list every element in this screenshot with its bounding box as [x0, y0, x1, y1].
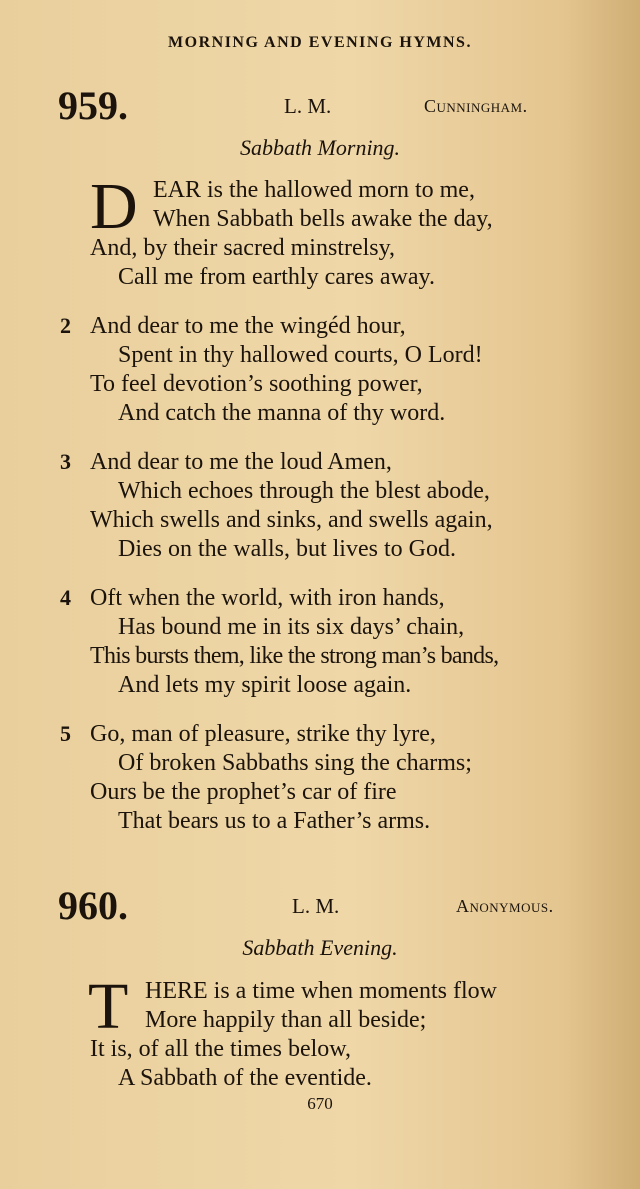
hymn-meter: L. M.: [284, 94, 332, 118]
verse-number: 4: [60, 585, 71, 610]
hymn-tune: Cunningham.: [424, 96, 528, 116]
verse-line: Which echoes through the blest abode,: [118, 478, 490, 504]
verse-number: 5: [60, 721, 71, 746]
verse-line: When Sabbath bells awake the day,: [153, 206, 493, 232]
hymn-960-header: [0, 884, 640, 934]
verse-line: Of broken Sabbaths sing the charms;: [118, 750, 472, 776]
verse-line: Call me from earthly cares away.: [118, 264, 435, 290]
verse-line: HERE is a time when moments flow: [145, 978, 497, 1004]
hymn-subtitle: Sabbath Morning.: [239, 135, 401, 160]
verse-line: Oft when the world, with iron hands,: [90, 585, 445, 611]
verse-line: That bears us to a Father’s arms.: [118, 808, 431, 834]
verse-number: 3: [60, 449, 71, 474]
verse-line: And lets my spirit loose again.: [118, 672, 412, 698]
verse-line: More happily than all beside;: [145, 1007, 427, 1033]
verse-line: And catch the manna of thy word.: [118, 400, 446, 426]
verse-line: It is, of all the times below,: [90, 1036, 352, 1062]
verse-line: EAR is the hallowed morn to me,: [153, 177, 475, 203]
verse-line: Spent in thy hallowed courts, O Lord!: [118, 342, 483, 368]
verse-line: Ours be the prophet’s car of fire: [90, 779, 397, 805]
hymn-meter: L. M.: [292, 894, 340, 918]
hymn-number: 959.: [58, 83, 128, 128]
hymn-subtitle: Sabbath Evening.: [242, 935, 398, 960]
hymn-959-header: [0, 84, 640, 134]
verse-line: Go, man of pleasure, strike thy lyre,: [90, 721, 436, 747]
verse-line: Has bound me in its six days’ chain,: [118, 614, 465, 640]
hymn-tune: Anonymous.: [456, 896, 554, 916]
verse-line: This bursts them, like the strong man’s bands,: [90, 643, 499, 669]
verse-line: Which swells and sinks, and swells again,: [90, 507, 493, 533]
verse-line: To feel devotion’s soothing power,: [90, 371, 423, 397]
verse-line: And, by their sacred minstrelsy,: [90, 235, 396, 261]
page-number: 670: [307, 1094, 333, 1113]
drop-cap: D: [90, 170, 138, 243]
verse-line: And dear to me the loud Amen,: [90, 449, 392, 475]
hymn-number: 960.: [58, 883, 128, 928]
verse-line: Dies on the walls, but lives to God.: [118, 536, 456, 562]
verse-line: And dear to me the wingéd hour,: [90, 313, 406, 339]
running-head: MORNING AND EVENING HYMNS.: [168, 34, 472, 51]
drop-cap: T: [88, 970, 129, 1043]
verse-number: 2: [60, 313, 71, 338]
verse-line: A Sabbath of the eventide.: [118, 1065, 372, 1091]
